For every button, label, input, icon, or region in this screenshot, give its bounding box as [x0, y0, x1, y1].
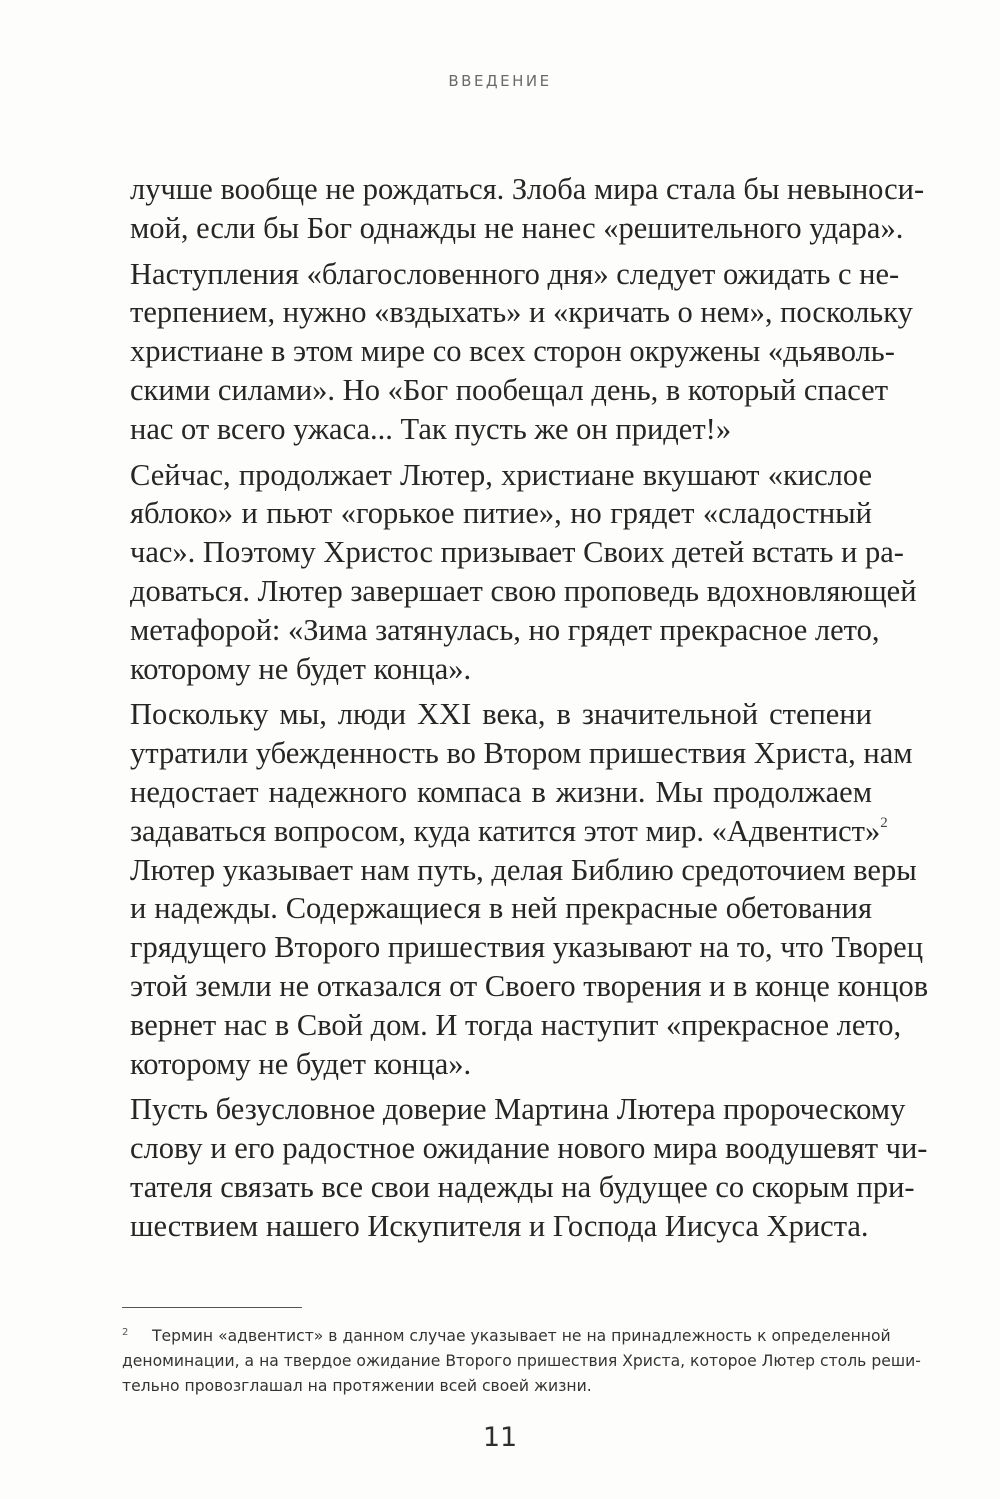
- line-text: Лютер указывает нам путь, делая Библию средоточием веры: [130, 852, 917, 887]
- line-text: Сейчас, продолжает Лютер, христиане вкушают «кислое: [130, 457, 872, 492]
- text-line: [130, 170, 925, 209]
- page-number: 11: [482, 1422, 518, 1453]
- paragraph-1: [130, 170, 925, 248]
- running-header: ВВЕДЕНИЕ: [448, 72, 552, 90]
- text-line: [130, 293, 913, 332]
- line-text: шествием нашего Искупителя и Господа Иисуса Христа.: [130, 1208, 869, 1243]
- footnote-line: [122, 1320, 891, 1349]
- text-line: [130, 371, 889, 410]
- line-text: утратили убежденность во Втором пришествия Христа, нам: [130, 736, 913, 771]
- line-text: которому не будет конца».: [130, 651, 472, 686]
- line-text: доваться. Лютер завершает свою проповедь вдохновляющей: [130, 573, 917, 608]
- paragraph-2: [130, 255, 913, 449]
- text-line: [130, 410, 872, 449]
- text-line: [130, 1090, 906, 1129]
- line-text: Поскольку мы, люди XXI века, в значительной степени: [130, 697, 872, 732]
- text-line: [130, 928, 924, 967]
- text-line: [130, 1045, 872, 1084]
- line-text: этой земли не отказался от Своего творения и в конце концов: [130, 968, 929, 1003]
- footnote-text: Термин «адвентист» в данном случае указывает не на принадлежность к определенной: [152, 1327, 891, 1345]
- line-text: задаваться вопросом, куда катится этот мир. «Адвентист»: [130, 813, 881, 848]
- footnote-line: [122, 1374, 874, 1399]
- footnote-text: деноминации, а на твердое ожидание Второго пришествия Христа, которое Лютер столь реши-: [122, 1352, 921, 1370]
- text-line: [130, 1168, 915, 1207]
- text-line: [130, 494, 872, 533]
- footnote-line: [122, 1349, 921, 1374]
- paragraph-4: [130, 695, 929, 1083]
- line-text: яблоко» и пьют «горькое питие», но грядет «сладостный: [130, 496, 872, 531]
- line-text: слову и его радостное ожидание нового мира воодушевят чи-: [130, 1131, 928, 1166]
- text-line: [130, 695, 872, 734]
- text-line: [130, 209, 904, 248]
- text-line: [130, 650, 872, 689]
- line-text: тателя связать все свои надежды на будущее со скорым при-: [130, 1169, 915, 1204]
- text-line: [130, 533, 904, 572]
- text-line: [130, 572, 917, 611]
- line-text: которому не будет конца».: [130, 1046, 472, 1081]
- line-text: час». Поэтому Христос призывает Своих детей встать и ра-: [130, 535, 904, 570]
- text-line: [130, 255, 900, 294]
- line-text: грядущего Второго пришествия указывают на то, что Творец: [130, 930, 924, 965]
- line-text: христиане в этом мире со всех сторон окружены «дьяволь-: [130, 334, 895, 369]
- text-line: [130, 332, 895, 371]
- line-text: мой, если бы Бог однажды не нанес «решительного удара».: [130, 210, 904, 245]
- text-line: [130, 851, 917, 890]
- text-line: [130, 456, 872, 495]
- line-text: недостает надежного компаса в жизни. Мы продолжаем: [130, 774, 872, 809]
- line-text: вернет нас в Свой дом. И тогда наступит «прекрасное лето,: [130, 1007, 902, 1042]
- text-line: [130, 611, 880, 650]
- footnote: [122, 1320, 921, 1399]
- footnote-separator: [122, 1307, 302, 1308]
- line-text: Пусть безусловное доверие Мартина Лютера пророческому: [130, 1092, 906, 1127]
- line-text: метафорой: «Зима затянулась, но грядет прекрасное лето,: [130, 612, 880, 647]
- footnote-reference[interactable]: 2: [880, 814, 888, 831]
- text-line: [130, 1006, 902, 1045]
- line-text: скими силами». Но «Бог пообещал день, в который спасет: [130, 372, 889, 407]
- text-line: [130, 1207, 872, 1246]
- footnote-text: тельно провозглашал на протяжении всей своей жизни.: [122, 1377, 592, 1395]
- line-text: терпением, нужно «вздыхать» и «кричать о нем», поскольку: [130, 295, 913, 330]
- paragraph-5: [130, 1090, 928, 1245]
- text-line: [130, 967, 929, 1006]
- line-text: и надежды. Содержащиеся в ней прекрасные обетования: [130, 891, 872, 926]
- text-line: [130, 1129, 928, 1168]
- text-line: [130, 889, 872, 928]
- line-text: Наступления «благословенного дня» следует ожидать с не-: [130, 256, 900, 291]
- footnote-mark: 2: [122, 1327, 129, 1338]
- paragraph-3: [130, 456, 917, 689]
- main-text: [130, 170, 929, 1246]
- text-line: [130, 773, 872, 812]
- line-text: нас от всего ужаса... Так пусть же он придет!»: [130, 411, 732, 446]
- text-line: [130, 734, 913, 773]
- line-text: лучше вообще не рождаться. Злоба мира стала бы невыноси-: [130, 172, 925, 206]
- text-line: [130, 812, 888, 851]
